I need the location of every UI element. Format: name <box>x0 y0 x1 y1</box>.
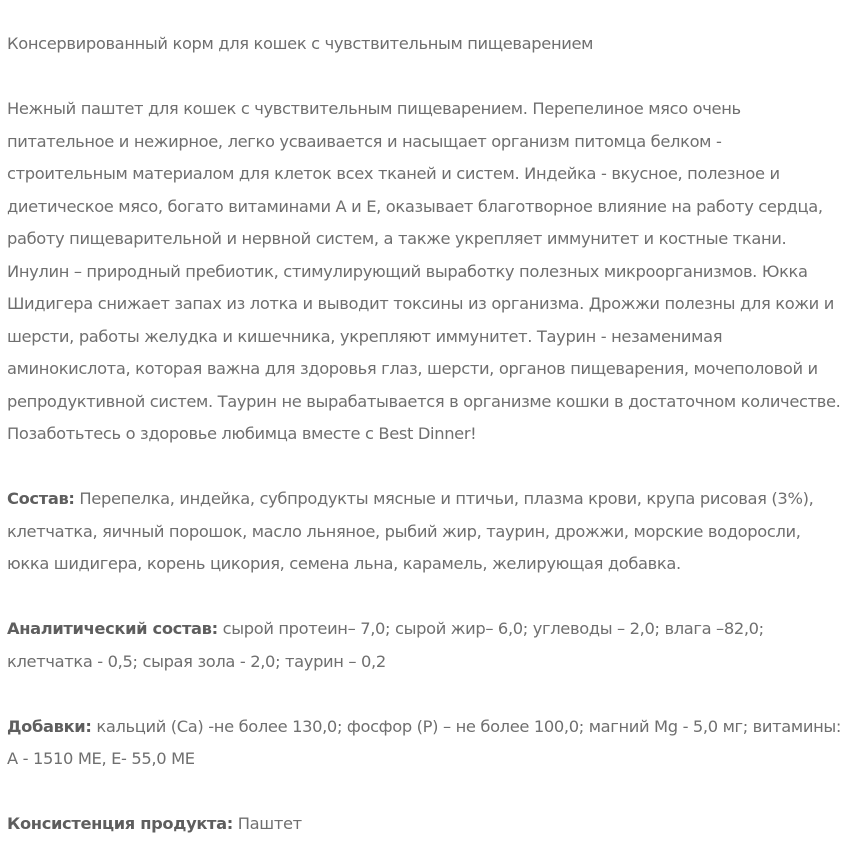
consistency-label: Консистенция продукта: <box>7 814 233 833</box>
product-description <box>7 28 845 841</box>
spacer <box>7 61 845 94</box>
composition-text: Перепелка, индейка, субпродукты мясные и птичьи, плазма крови, крупа рисовая (3%), клетчатка, яичный порошок, масло льняное, рыбий жир, таурин, дрожжи, морские водоросли, юкка шидигера, корень цикория, семена льна, карамель, желирующая добавка. <box>7 489 814 573</box>
spacer <box>7 451 845 484</box>
composition-label: Состав: <box>7 489 75 508</box>
analytical-label: Аналитический состав: <box>7 619 218 638</box>
spacer <box>7 678 845 711</box>
composition-section <box>7 483 845 581</box>
analytical-text: сырой протеин– 7,0; сырой жир– 6,0; углеводы – 2,0; влага –82,0; клетчатка - 0,5; сырая зола - 2,0; таурин – 0,2 <box>7 619 764 671</box>
spacer <box>7 776 845 809</box>
analytical-section <box>7 613 845 678</box>
additives-section <box>7 711 845 776</box>
consistency-text: Паштет <box>237 814 302 833</box>
consistency-section <box>7 808 845 841</box>
product-title: Консервированный корм для кошек с чувствительным пищеварением <box>7 34 594 53</box>
additives-text: кальций (Ca) -не более 130,0; фосфор (P) – не более 100,0; магний Mg - 5,0 мг; витамины: А - 1510 МЕ, Е- 55,0 МЕ <box>7 716 842 768</box>
additives-label: Добавки: <box>7 716 92 736</box>
spacer <box>7 581 845 614</box>
description-paragraph: Нежный паштет для кошек с чувствительным пищеварением. Перепелиное мясо очень питательное и нежирное, легко усваивается и насыщает организм питомца белком - строительным материалом для клеток всех тканей и систем. Индейка - вкусное, полезное и диетическое мясо, богато витаминами А и Е, оказывает благотворное влияние на работу сердца, работу пищеварительной и нервной систем, а также укрепляет иммунитет и костные ткани. Инулин – природный пребиотик, стимулирующий выработку полезных микроорганизмов. Юкка Шидигера снижает запах из лотка и выводит токсины из организма. Дрожжи полезны для кожи и шерсти, работы желудка и кишечника, укрепляют иммунитет. Таурин - незаменимая аминокислота, которая важна для здоровья глаз, шерсти, органов пищеварения, мочеполовой и репродуктивной систем. Таурин не вырабатывается в организме кошки в достаточном количестве. Позаботьтесь о здоровье любимца вместе с Best Dinner! <box>7 99 841 443</box>
